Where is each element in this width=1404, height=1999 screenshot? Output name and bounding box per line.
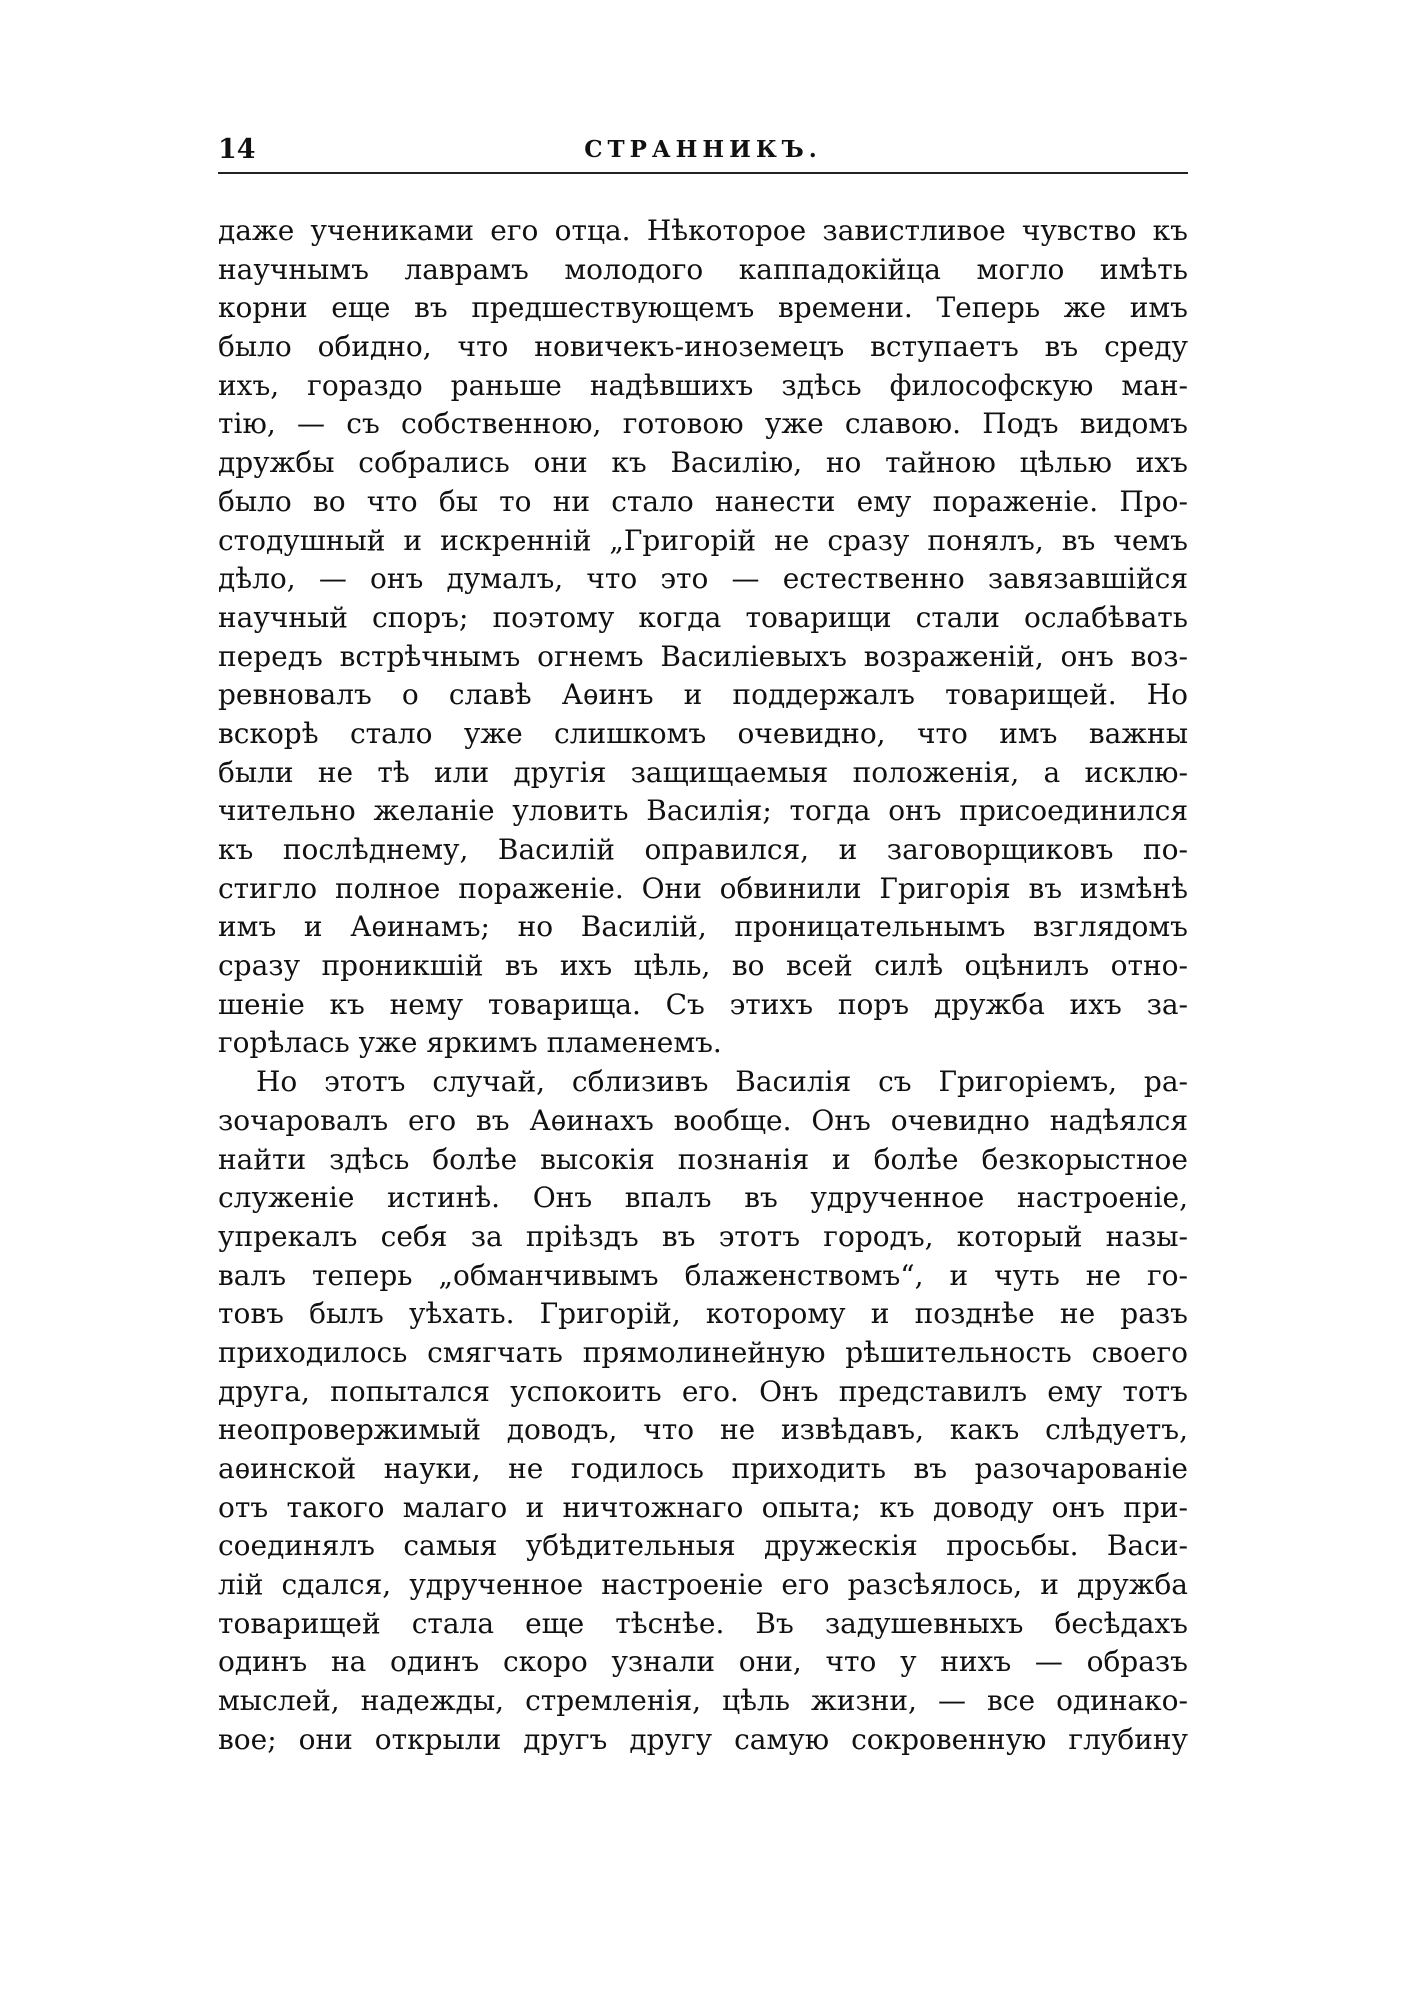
text-line: стигло полное пораженіе. Они обвинили Григорія въ измѣнѣ [218, 871, 1188, 905]
text-line: къ послѣднему, Василій оправился, и заговорщиковъ по- [218, 833, 1188, 866]
text-line: упрекалъ себя за пріѣздъ въ этотъ городъ, который назы- [218, 1219, 1188, 1253]
body-text [218, 212, 1188, 1760]
text-line: тію, — съ собственною, готовою уже славою. Подъ видомъ [218, 407, 1188, 441]
text-line: чительно желаніе уловить Василія; тогда онъ присоединился [218, 794, 1188, 828]
text-line: вое; они открыли другъ другу самую сокровенную глубину [218, 1722, 1188, 1756]
text-line: неопровержимый доводъ, что не извѣдавъ, какъ слѣдуетъ, [218, 1413, 1188, 1447]
text-line: приходилось смягчать прямолинейную рѣшительность своего [218, 1335, 1188, 1369]
running-title: СТРАННИКЪ. [584, 136, 822, 163]
text-line: товъ былъ уѣхать. Григорій, которому и позднѣе не разъ [218, 1297, 1188, 1331]
text-line: даже учениками его отца. Нѣкоторое завистливое чувство къ [218, 214, 1188, 247]
text-line: дѣло, — онъ думалъ, что это — естественно завязавшійся [218, 562, 1188, 596]
text-line: валъ теперь „обманчивымъ блаженствомъ“, и чуть не го- [218, 1258, 1188, 1292]
text-line: дружбы собрались они къ Василію, но тайною цѣлью ихъ [218, 446, 1188, 480]
text-line: служеніе истинѣ. Онъ впалъ въ удрученное настроеніе, [218, 1181, 1188, 1215]
text-line: ревновалъ о славѣ Аѳинъ и поддержалъ товарищей. Но [218, 678, 1188, 712]
text-line: имъ и Аѳинамъ; но Василій, проницательнымъ взглядомъ [218, 910, 1188, 944]
text-line: шеніе къ нему товарища. Съ этихъ поръ дружба ихъ за- [218, 987, 1188, 1021]
text-line: мыслей, надежды, стремленія, цѣль жизни, — все одинако- [218, 1684, 1188, 1718]
text-line: научнымъ лаврамъ молодого каппадокійца могло имѣть [218, 252, 1188, 286]
text-line: научный споръ; поэтому когда товарищи стали ослабѣвать [218, 600, 1188, 634]
text-line: товарищей стала еще тѣснѣе. Въ задушевныхъ бесѣдахъ [218, 1606, 1188, 1640]
text-line: найти здѣсь болѣе высокія познанія и болѣе безкорыстное [218, 1142, 1188, 1176]
text-line: одинъ на одинъ скоро узнали они, что у нихъ — образъ [218, 1645, 1188, 1679]
text-line: лій сдался, удрученное настроеніе его разсѣялось, и дружба [218, 1568, 1188, 1602]
text-line: вскорѣ стало уже слишкомъ очевидно, что имъ важны [218, 716, 1188, 750]
text-line: стодушный и искренній „Григорій не сразу понялъ, въ чемъ [218, 523, 1188, 557]
text-line: были не тѣ или другія защищаемыя положенія, а исклю- [218, 755, 1188, 789]
text-line-paragraph-end: горѣлась уже яркимъ пламенемъ. [218, 1026, 722, 1060]
text-line: передъ встрѣчнымъ огнемъ Василіевыхъ возраженій, онъ воз- [218, 639, 1188, 673]
page-header [218, 132, 1188, 168]
header-rule [218, 172, 1188, 174]
text-line: соединялъ самыя убѣдительныя дружескія просьбы. Васи- [218, 1529, 1188, 1563]
text-line: сразу проникшій въ ихъ цѣль, во всей силѣ оцѣнилъ отно- [218, 949, 1188, 983]
text-line: зочаровалъ его въ Аѳинахъ вообще. Онъ очевидно надѣялся [218, 1103, 1188, 1137]
text-line-paragraph-start: Но этотъ случай, сблизивъ Василія съ Григоріемъ, ра- [256, 1065, 1188, 1099]
text-line: друга, попытался успокоить его. Онъ представилъ ему тотъ [218, 1374, 1188, 1408]
page-number: 14 [218, 134, 256, 165]
text-line: отъ такого малаго и ничтожнаго опыта; къ доводу онъ при- [218, 1490, 1188, 1524]
text-line: было во что бы то ни стало нанести ему пораженіе. Про- [218, 484, 1188, 518]
text-line: аѳинской науки, не годилось приходить въ разочарованіе [218, 1452, 1188, 1485]
text-line: корни еще въ предшествующемъ времени. Теперь же имъ [218, 291, 1188, 325]
text-line: ихъ, гораздо раньше надѣвшихъ здѣсь философскую ман- [218, 368, 1188, 402]
text-line: было обидно, что новичекъ-иноземецъ вступаетъ въ среду [218, 330, 1188, 364]
